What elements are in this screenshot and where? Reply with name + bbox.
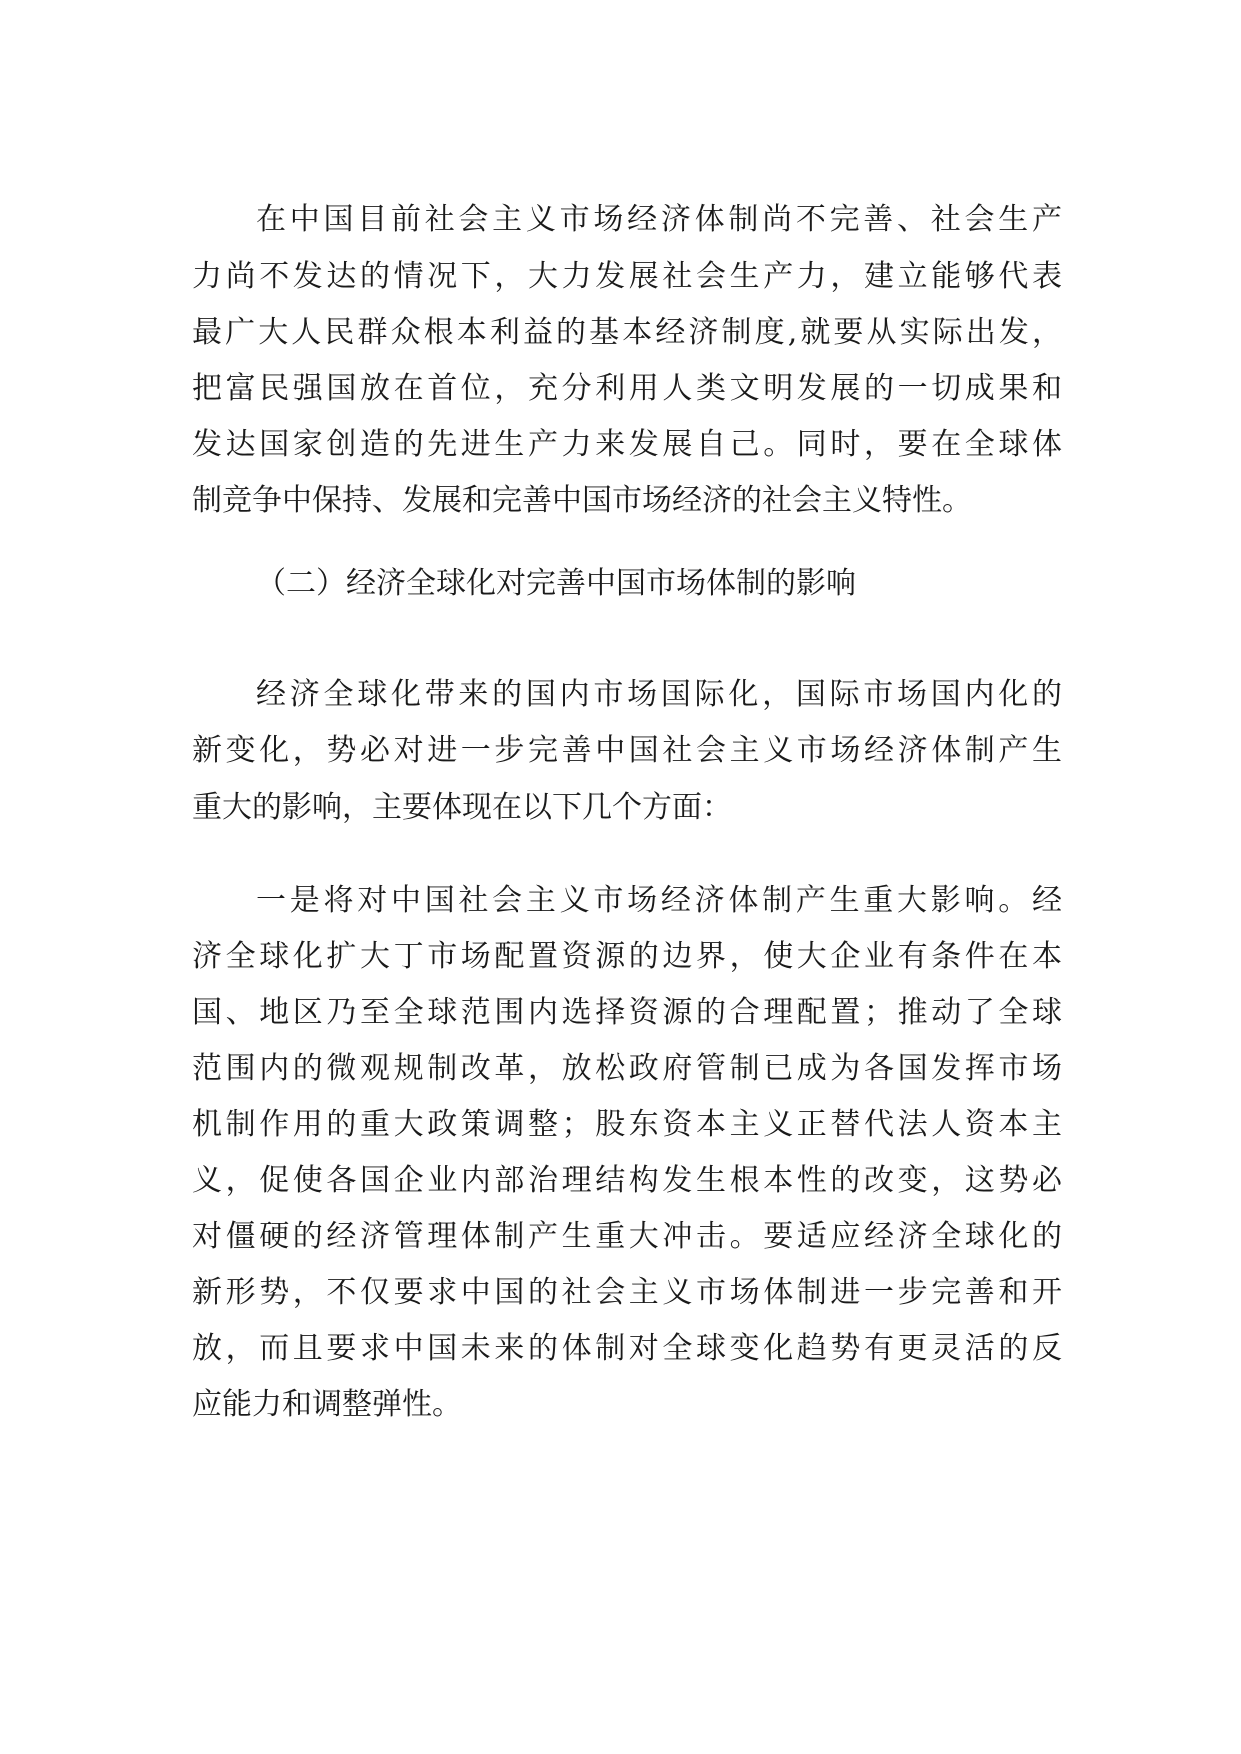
paragraph-3-line-9: 放，而且要求中国未来的体制对全球变化趋势有更灵活的反 [192, 1331, 1062, 1366]
paragraph-3-line-6: 义，促使各国企业内部治理结构发生根本性的改变，这势必 [192, 1163, 1062, 1198]
paragraph-1-line-3: 最广大人民群众根本利益的基本经济制度,就要从实际出发， [192, 315, 1062, 350]
paragraph-1-line-4: 把富民强国放在首位，充分利用人类文明发展的一切成果和 [192, 371, 1062, 406]
paragraph-3-line-3: 国、地区乃至全球范围内选择资源的合理配置；推动了全球 [192, 995, 1062, 1030]
paragraph-1-line-5: 发达国家创造的先进生产力来发展自己。同时，要在全球体 [192, 427, 1062, 462]
paragraph-1-line-2: 力尚不发达的情况下，大力发展社会生产力，建立能够代表 [192, 259, 1062, 294]
paragraph-2-line-3: 重大的影响，主要体现在以下几个方面： [192, 790, 732, 825]
paragraph-3-line-10: 应能力和调整弹性。 [192, 1387, 462, 1422]
paragraph-3-line-4: 范围内的微观规制改革，放松政府管制已成为各国发挥市场 [192, 1051, 1062, 1086]
paragraph-2-line-1: 经济全球化带来的国内市场国际化，国际市场国内化的 [256, 677, 1062, 712]
paragraph-1-line-6: 制竞争中保持、发展和完善中国市场经济的社会主义特性。 [192, 483, 972, 518]
paragraph-3-line-7: 对僵硬的经济管理体制产生重大冲击。要适应经济全球化的 [192, 1219, 1062, 1254]
paragraph-3-line-2: 济全球化扩大丁市场配置资源的边界，使大企业有条件在本 [192, 939, 1062, 974]
paragraph-1-line-1: 在中国目前社会主义市场经济体制尚不完善、社会生产 [256, 202, 1062, 237]
paragraph-3-line-8: 新形势，不仅要求中国的社会主义市场体制进一步完善和开 [192, 1275, 1062, 1310]
paragraph-3-line-1: 一是将对中国社会主义市场经济体制产生重大影响。经 [256, 883, 1062, 918]
section-heading: （二）经济全球化对完善中国市场体制的影响 [256, 566, 856, 601]
paragraph-2-line-2: 新变化，势必对进一步完善中国社会主义市场经济体制产生 [192, 733, 1062, 768]
paragraph-3-line-5: 机制作用的重大政策调整；股东资本主义正替代法人资本主 [192, 1107, 1062, 1142]
